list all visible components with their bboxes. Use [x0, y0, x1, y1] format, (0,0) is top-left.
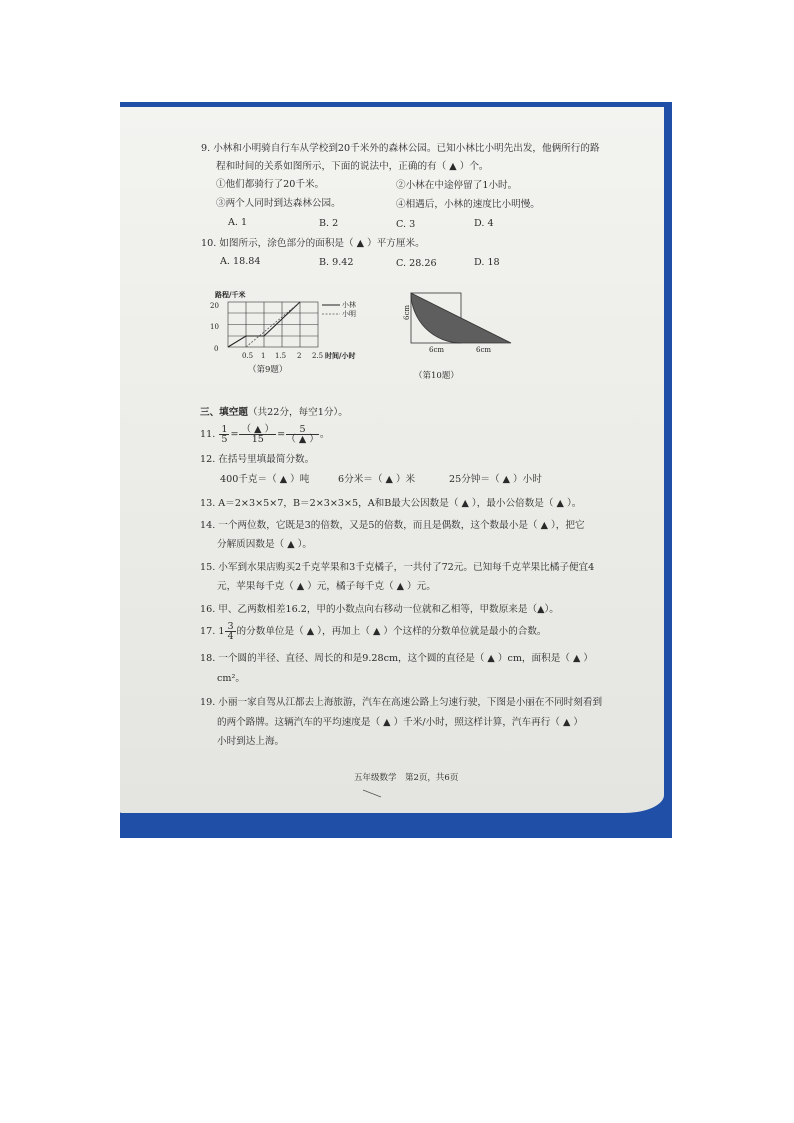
q9-option-d: D. 4: [474, 218, 494, 229]
q9-line1: 9. 小林和小明骑自行车从学校到20千米外的森林公园。已知小林比小明先出发，他俩所行的路: [201, 143, 600, 154]
q9-statement-3: ③两个人同时到达森林公园。: [216, 198, 341, 209]
q11-f3-den: （ ▲ ）: [286, 434, 319, 445]
q11-f3-num: 5: [286, 425, 319, 435]
q18-line1: 18. 一个圆的半径、直径、周长的和是9.28cm，这个圆的直径是（ ▲ ）cm，面积是（ ▲ ）: [200, 653, 593, 664]
q14-line2: 分解质因数是（ ▲ ）。: [217, 539, 313, 550]
section3-header: [200, 407, 348, 419]
q17-fraction: [225, 622, 235, 641]
fig9-xtick-1-5: 1.5: [275, 352, 287, 360]
fig9-ylabel: 路程/千米: [215, 290, 246, 299]
q17-label: 17.: [200, 626, 216, 637]
q11-fraction-3: [286, 425, 319, 444]
q19-line2: 的两个路牌。这辆汽车的平均速度是（ ▲ ）千米/小时，照这样计算，汽车再行（ ▲ ）: [217, 717, 583, 728]
fig9-xtick-2: 2: [297, 352, 302, 360]
q9-option-b: B. 2: [319, 218, 339, 229]
fig10-side-label: 6cm: [403, 304, 411, 320]
q11-fraction-2: [239, 425, 276, 444]
q12-part-c: 25分钟＝（ ▲ ）小时: [449, 474, 542, 485]
fig10-bottom-label-1: 6cm: [429, 346, 445, 354]
q17-den: 4: [227, 631, 234, 642]
fig10-bottom-label-2: 6cm: [476, 346, 492, 354]
page-footer: 五年级数学 第2页，共6页: [354, 773, 459, 783]
q11-f2-num: （ ▲ ）: [241, 424, 275, 435]
q11-end: 。: [319, 429, 330, 440]
q15-line1: 15. 小军到水果店购买2千克苹果和3千克橘子，一共付了72元。已知每千克苹果比橘子便宜4: [200, 562, 595, 573]
q9-line2: 程和时间的关系如图所示，下面的说法中，正确的有（ ▲ ）个。: [216, 161, 489, 172]
fig9-legend-xiaoming: 小明: [342, 310, 356, 318]
q11-fraction-1: [219, 425, 229, 444]
fig9-graph: [210, 287, 370, 367]
pen-mark: [361, 787, 385, 799]
q10-option-d: D. 18: [474, 257, 500, 268]
q9-statement-1: ①他们都骑行了20千米。: [216, 179, 325, 190]
fig9-xtick-2-5: 2.5: [312, 352, 324, 360]
q11-label: 11.: [200, 429, 216, 440]
q11-eq-2: =: [277, 429, 286, 440]
photo-background: [120, 102, 672, 838]
q11-f2-den: 15: [251, 434, 264, 445]
q11-f1-num: 1: [221, 424, 228, 435]
q11-line: [200, 425, 329, 445]
fig9-ytick-10: 10: [210, 323, 219, 331]
fig10-caption: （第10题）: [414, 371, 459, 381]
q15-line2: 元，苹果每千克（ ▲ ）元，橘子每千克（ ▲ ）元。: [217, 581, 436, 592]
section3-note: （共22分，每空1分）。: [247, 407, 348, 418]
q10-line1: 10. 如图所示，涂色部分的面积是（ ▲ ）平方厘米。: [201, 238, 425, 249]
q12-line1: 12. 在括号里填最简分数。: [200, 454, 315, 465]
q9-statement-2: ②小林在中途停留了1小时。: [396, 180, 518, 191]
q12-part-b: 6分米＝（ ▲ ）米: [338, 474, 416, 485]
fig9-legend-xiaolin: 小林: [342, 301, 356, 309]
q10-option-b: B. 9.42: [319, 257, 354, 268]
fig9-ytick-20: 20: [210, 302, 219, 310]
q10-option-c: C. 28.26: [396, 258, 437, 269]
fig9-xtick-1: 1: [261, 352, 266, 360]
q9-statement-4: ④相遇后，小林的速度比小明慢。: [396, 199, 540, 210]
fig10-figure: [396, 290, 526, 362]
fig9-xlabel: 时间/小时: [325, 351, 356, 360]
q10-option-a: A. 18.84: [220, 256, 261, 267]
q12-part-a: 400千克＝（ ▲ ）吨: [220, 474, 310, 485]
q17-line: [200, 622, 547, 642]
q11-eq-1: =: [230, 429, 239, 440]
fig9-xtick-0-5: 0.5: [242, 352, 254, 360]
fig9-ytick-0: 0: [214, 345, 219, 353]
fig9-caption: （第9题）: [248, 365, 288, 375]
section3-title: 三、填空题: [200, 407, 248, 418]
q17-whole: 1: [218, 626, 225, 637]
q19-line1: 19. 小丽一家自驾从江都去上海旅游，汽车在高速公路上匀速行驶，下图是小丽在不同时刻看到: [200, 697, 603, 708]
q17-num: 3: [227, 621, 234, 632]
q14-line1: 14. 一个两位数，它既是3的倍数，又是5的倍数，而且是偶数，这个数最小是（ ▲ ），把它: [200, 520, 585, 531]
exam-paper: [120, 107, 664, 813]
q9-option-c: C. 3: [396, 219, 416, 230]
q9-option-a: A. 1: [228, 217, 248, 228]
q16-line: 16. 甲、乙两数相差16.2，甲的小数点向右移动一位就和乙相等，甲数原来是（▲）。: [200, 604, 559, 615]
q19-line3: 小时到达上海。: [217, 736, 285, 747]
q11-f1-den: 5: [221, 434, 228, 445]
q13-line: 13. A＝2×3×5×7，B＝2×3×3×5，A和B最大公因数是（ ▲ ），最小公倍数是（ ▲ ）。: [200, 498, 582, 509]
q18-line2: cm²。: [217, 673, 245, 684]
q17-rest: 的分数单位是（ ▲ ），再加上（ ▲ ）个这样的分数单位就是最小的合数。: [236, 626, 547, 637]
